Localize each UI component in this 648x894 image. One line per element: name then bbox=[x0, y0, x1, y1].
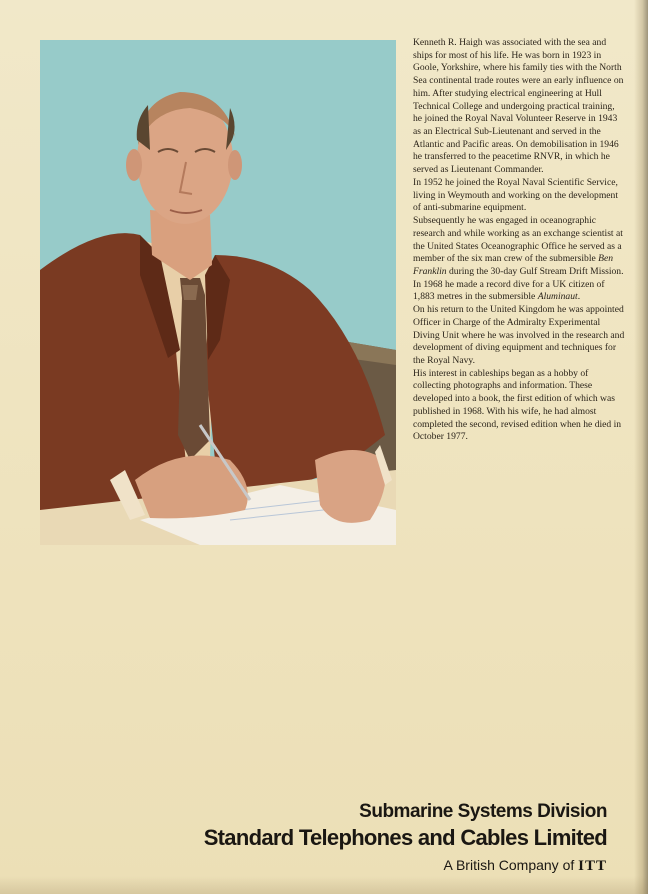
author-portrait bbox=[40, 40, 396, 545]
bio-text: . bbox=[577, 291, 581, 303]
bio-text: Subsequently he was engaged in oceanographic research and while working as an exchange scientist at the United States Oceanographic Office he served as a member of the six man crew of the submersible bbox=[413, 215, 623, 265]
bio-paragraph-cableships: His interest in cableships began as a hobby of collecting photographs and information. These developed into a book, the first edition of which was published in 1968. With his wife, he had almost completed the second, revised edition when he died in October 1977. bbox=[413, 367, 622, 443]
publisher-block bbox=[137, 800, 607, 877]
cover-wear bbox=[0, 876, 648, 894]
submersible-name-aluminaut: Aluminaut bbox=[537, 291, 578, 303]
ship-name-ben-franklin: Ben Franklin bbox=[413, 253, 614, 277]
bio-text: during the 30-day Gulf Stream Drift Mission. In 1968 he made a record dive for a UK citizen of 1,883 metres in the submersible bbox=[413, 265, 624, 303]
tagline-prefix: A British Company of bbox=[443, 857, 579, 873]
portrait-illustration bbox=[40, 40, 396, 545]
company-name: Standard Telephones and Cables Limited bbox=[203, 825, 607, 850]
division-name: Submarine Systems Division bbox=[359, 801, 607, 822]
bio-paragraph-scientific-service: In 1952 he joined the Royal Naval Scientific Service, living in Weymouth and working on the development of anti-submarine equipment. bbox=[413, 176, 619, 214]
author-biography bbox=[413, 37, 625, 444]
parent-company-line bbox=[137, 854, 607, 877]
itt-logo-text: ITT bbox=[578, 858, 607, 874]
bio-paragraph-diving-unit: On his return to the United Kingdom he was appointed Officer in Charge of the Admiralty Experimental Diving Unit where he was involved in the research and development of diving equipment and techniques for the Royal Navy. bbox=[413, 304, 625, 366]
bio-paragraph-oceanographic-research bbox=[413, 215, 625, 304]
book-edge-shadow bbox=[634, 0, 648, 894]
bio-paragraph-early-life: Kenneth R. Haigh was associated with the sea and ships for most of his life. He was born in 1923 in Goole, Yorkshire, where his family ties with the North Sea continental trade routes were an early influence on him. After studying electrical engineering at Hull Technical College and undergoing practical training, he joined the Royal Naval Volunteer Reserve in 1943 as an Electrical Sub-Lieutenant and served in the Atlantic and Pacific areas. On demobilisation in 1946 he transferred to the peacetime RNVR, in which he served as Lieutenant Commander. bbox=[413, 37, 624, 176]
